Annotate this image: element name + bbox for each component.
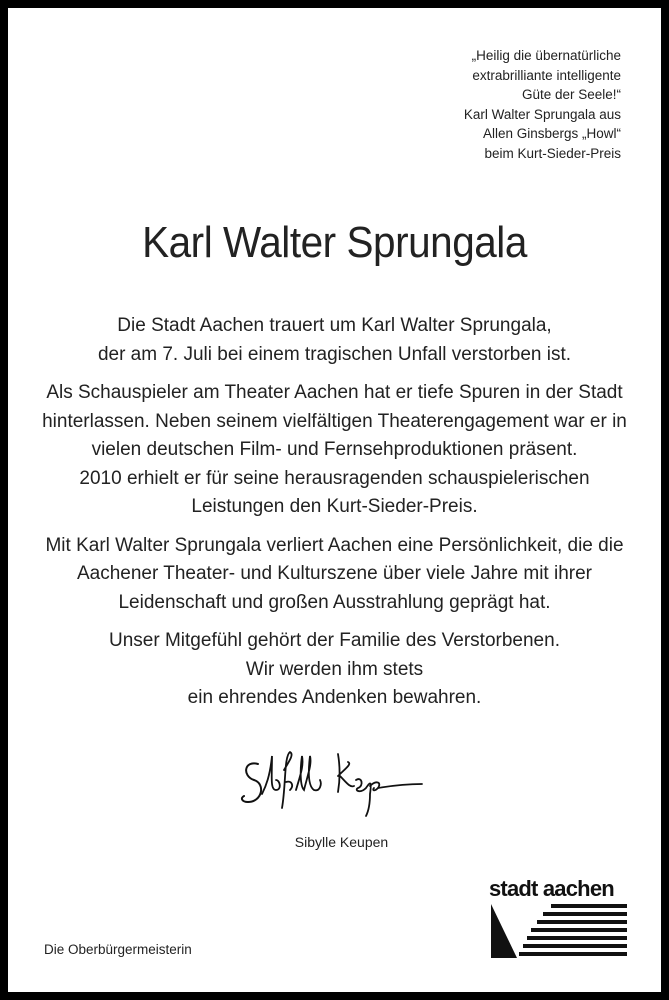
text-line: vielen deutschen Film- und Fernsehproduktionen präsent. [91, 439, 578, 460]
text-line: Leidenschaft und großen Ausstrahlung geprägt hat. [118, 591, 551, 613]
text-line: Aachener Theater- und Kulturszene über viele Jahre mit ihrer [76, 563, 593, 584]
paragraph-announcement [28, 312, 641, 369]
text-line: Die Stadt Aachen trauert um Karl Walter Sprungala, [117, 315, 552, 336]
text-line: Als Schauspieler am Theater Aachen hat er tiefe Spuren in der Stadt [46, 382, 623, 403]
deceased-name-title: Karl Walter Sprungala [142, 218, 527, 267]
paragraph-condolence [28, 627, 641, 713]
text-line: der am 7. Juli bei einem tragischen Unfall verstorben ist. [97, 343, 572, 365]
paragraph-legacy [28, 532, 641, 618]
text-line: Leistungen den Kurt-Sieder-Preis. [191, 496, 478, 517]
quote-line: „Heilig die übernatürliche [471, 48, 621, 63]
quote-line: Güte der Seele!“ [521, 87, 621, 102]
quote-line: beim Kurt-Sieder-Preis [484, 145, 621, 161]
text-line: Mit Karl Walter Sprungala verliert Aachen eine Persönlichkeit, die die [45, 534, 624, 556]
text-line: hinterlassen. Neben seinem vielfältigen Theaterengagement war er in [42, 410, 627, 432]
quote-line: Karl Walter Sprungala aus [463, 106, 621, 122]
quote-line: extrabrilliante intelligente [472, 67, 621, 83]
text-line: Wir werden ihm stets [245, 658, 424, 680]
quote-line: Allen Ginsbergs „Howl“ [482, 126, 621, 141]
logo-wordmark: stadt aachen [489, 876, 614, 901]
notice-body [28, 312, 641, 723]
logo-stripes-icon [489, 904, 629, 958]
text-line: Unser Mitgefühl gehört der Familie des Verstorbenen. [109, 630, 560, 651]
stadt-aachen-logo [489, 876, 629, 958]
paragraph-career [28, 379, 641, 522]
signer-office: Die Oberbürgermeisterin [44, 942, 192, 957]
text-line: 2010 erhielt er für seine herausragenden schauspielerischen [79, 467, 590, 489]
handwritten-signature [236, 746, 426, 818]
signer-name: Sibylle Keupen [294, 834, 389, 850]
obituary-notice [8, 8, 661, 992]
text-line: ein ehrendes Andenken bewahren. [187, 687, 482, 708]
epigraph-quote [464, 46, 621, 163]
